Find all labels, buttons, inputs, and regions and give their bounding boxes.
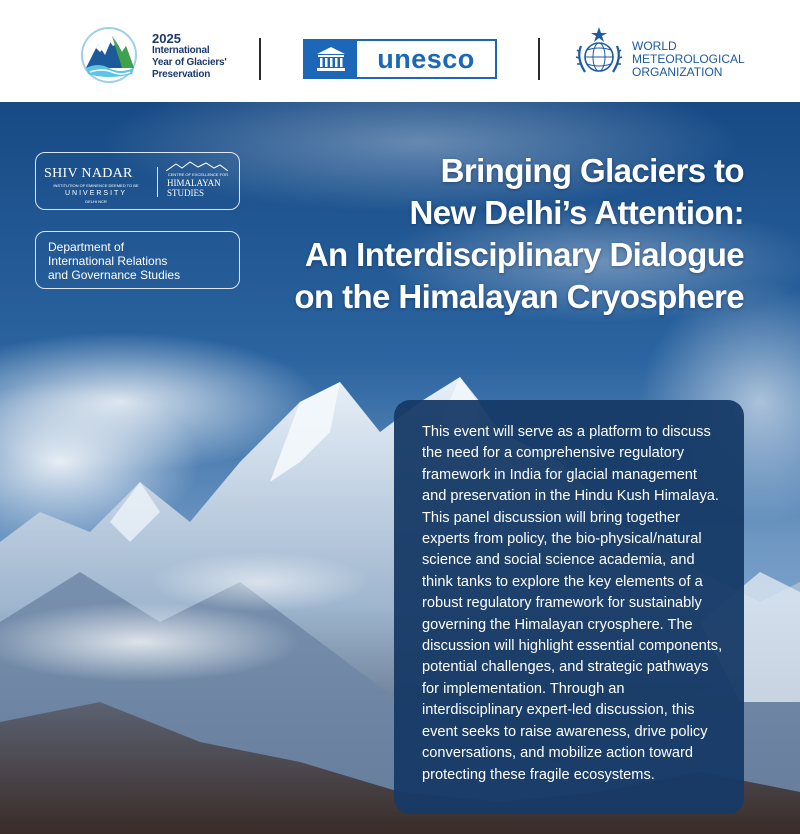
snu-university: UNIVERSITY: [64, 190, 127, 197]
cehs-tagline: CENTRE OF EXCELLENCE FOR: [167, 172, 229, 177]
department-line: Department of: [48, 240, 125, 254]
iyg-line: International: [152, 45, 210, 56]
title-line: New Delhi’s Attention:: [409, 194, 744, 231]
unesco-wordmark: unesco: [377, 43, 475, 74]
unesco-logo: [303, 39, 497, 79]
department-line: and Governance Studies: [48, 268, 181, 282]
logo-separator: [157, 167, 158, 197]
iyg-line: Preservation: [152, 69, 211, 80]
event-title: [224, 150, 744, 318]
header-divider: [259, 38, 261, 80]
wmo-line: METEOROLOGICAL: [632, 52, 745, 66]
header-divider: [538, 38, 540, 80]
snu-name: SHIV NADAR: [44, 166, 133, 181]
department-line: International Relations: [48, 254, 168, 268]
cehs-line: STUDIES: [167, 188, 205, 198]
globe-laurel-emblem-icon: [573, 26, 625, 78]
iyg-line: Year of Glaciers': [152, 57, 227, 68]
unesco-emblem: [305, 41, 357, 77]
iyg-wordmark: [152, 33, 227, 81]
cehs-line: HIMALAYAN: [167, 178, 221, 188]
wmo-wordmark: [632, 40, 745, 79]
glacier-mountain-logo-icon: [78, 22, 140, 84]
wmo-line: ORGANIZATION: [632, 65, 723, 79]
wmo-line: WORLD: [632, 39, 677, 53]
temple-emblem-icon: [315, 46, 347, 72]
department-label: [35, 231, 240, 289]
title-line: An Interdisciplinary Dialogue: [304, 236, 744, 273]
title-line: Bringing Glaciers to: [440, 152, 744, 189]
shiv-nadar-university-logo: [35, 152, 240, 210]
logo-header: [0, 0, 800, 102]
cehs-name: [167, 178, 221, 198]
mountain-range-icon: [166, 161, 228, 171]
title-line: on the Himalayan Cryosphere: [294, 278, 744, 315]
snu-tagline: INSTITUTION OF EMINENCE DEEMED TO BE: [53, 183, 139, 188]
event-description-panel: This event will serve as a platform to discuss the need for a comprehensive regulatory framework in India for glacial management and preservation in the Hindu Kush Himalaya. This panel discussion will bring together experts from policy, the bio-physical/natural science and social science academia, and think tanks to explore the key elements of a robust regulatory framework for sustainably governing the Himalayan cryosphere. The discussion will highlight essential components, potential challenges, and strategic pathways for implementation. Through an interdisciplinary expert-led discussion, this event seeks to raise awareness, drive policy conversations, and mobilize action toward protecting these fragile ecosystems.: [394, 400, 744, 814]
snu-city: DELHI NCR: [85, 199, 107, 204]
iyg-year: 2025: [152, 31, 181, 46]
